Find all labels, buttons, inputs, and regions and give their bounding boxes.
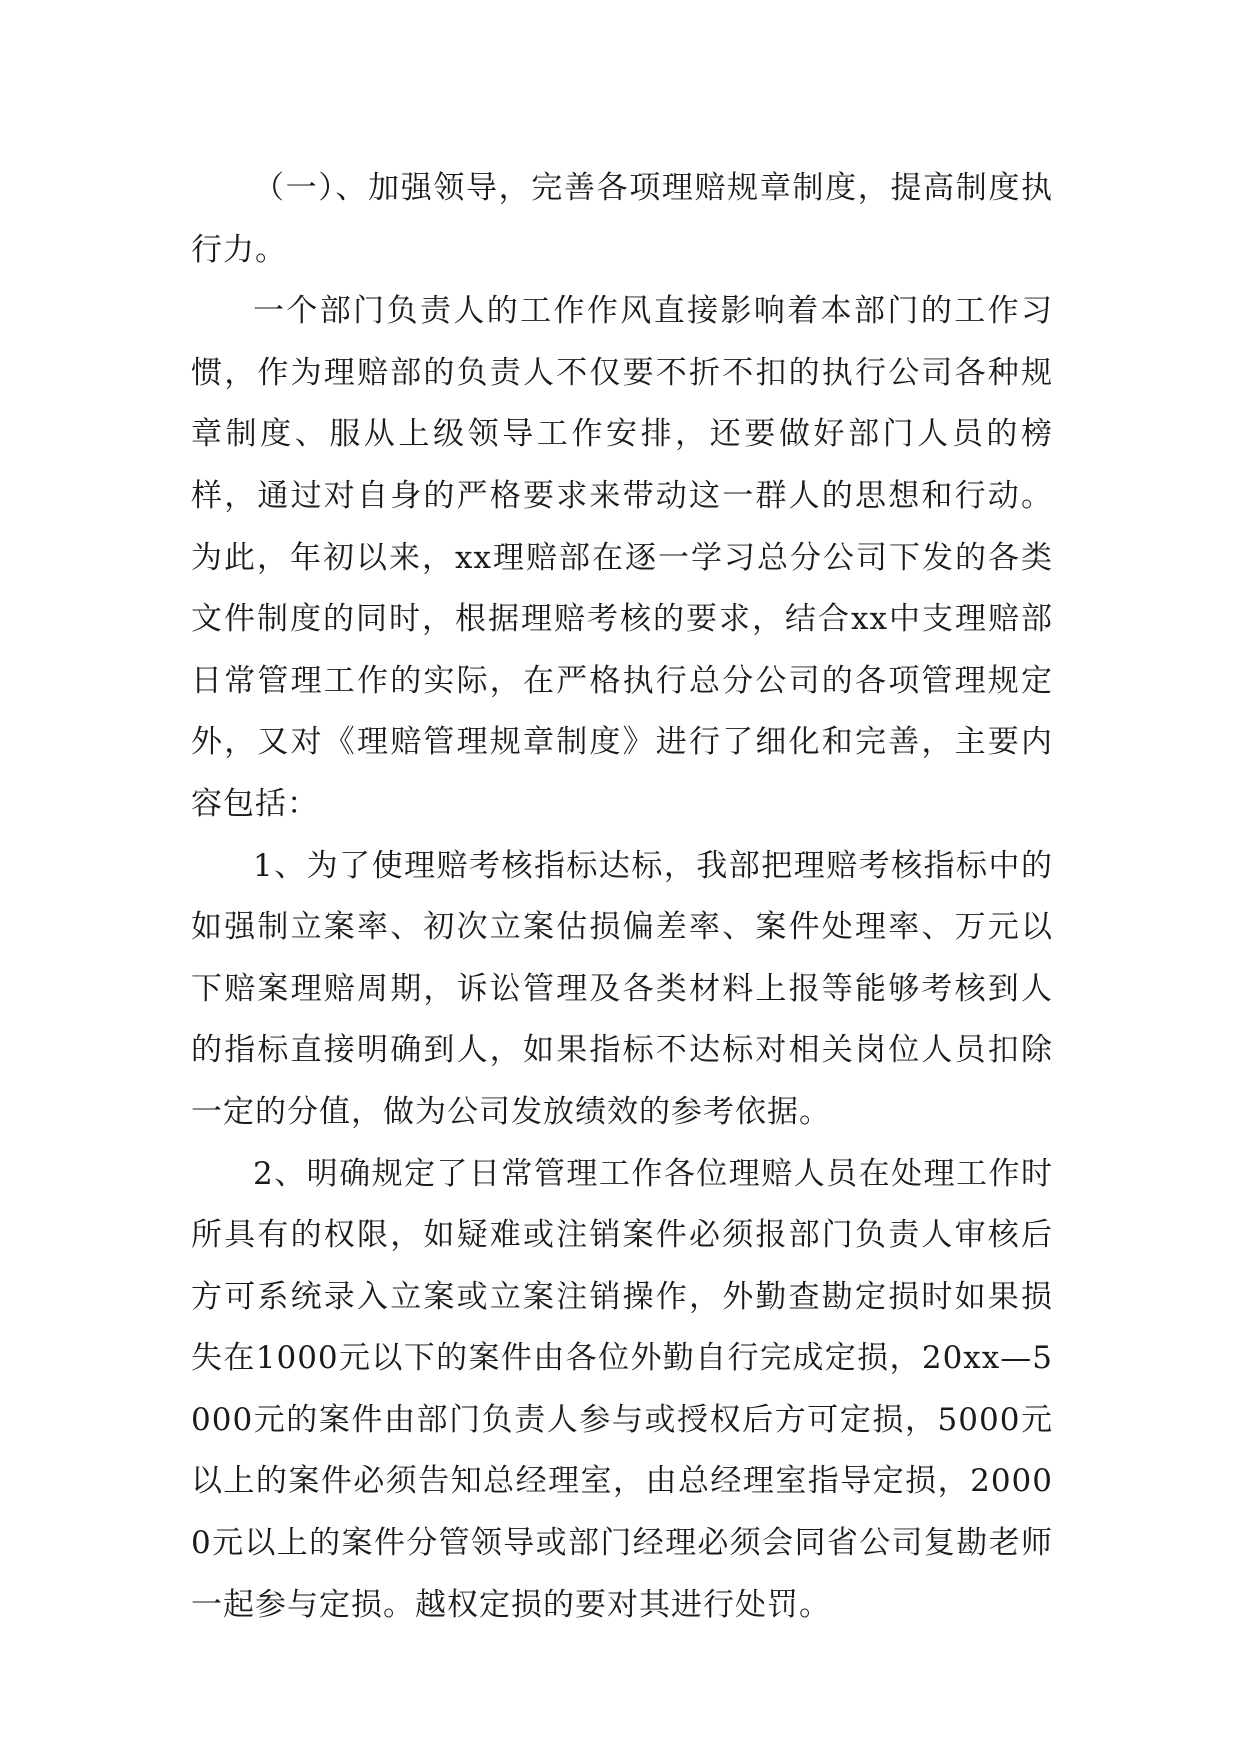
document-body [191,158,1053,1636]
paragraph-item-1: 1、为了使理赔考核指标达标，我部把理赔考核指标中的如强制立案率、初次立案估损偏差率、案件处理率、万元以下赔案理赔周期，诉讼管理及各类材料上报等能够考核到人的指标直接明确到人，如果指标不达标对相关岗位人员扣除一定的分值，做为公司发放绩效的参考依据。 [191,847,1053,1130]
paragraph-section-heading: （一）、加强领导，完善各项理赔规章制度，提高制度执行力。 [191,170,1053,268]
paragraph-intro: 一个部门负责人的工作作风直接影响着本部门的工作习惯，作为理赔部的负责人不仅要不折不扣的执行公司各种规章制度、服从上级领导工作安排，还要做好部门人员的榜样，通过对自身的严格要求来带动这一群人的思想和行动。为此，年初以来，xx理赔部在逐一学习总分公司下发的各类文件制度的同时，根据理赔考核的要求，结合xx中支理赔部日常管理工作的实际，在严格执行总分公司的各项管理规定外，又对《理赔管理规章制度》进行了细化和完善，主要内容包括： [191,293,1053,822]
paragraph-item-2: 2、明确规定了日常管理工作各位理赔人员在处理工作时所具有的权限，如疑难或注销案件必须报部门负责人审核后方可系统录入立案或立案注销操作，外勤查勘定损时如果损失在1000元以下的案件由各位外勤自行完成定损，20xx—5000元的案件由部门负责人参与或授权后方可定损，5000元以上的案件必须告知总经理室，由总经理室指导定损，20000元以上的案件分管领导或部门经理必须会同省公司复勘老师一起参与定损。越权定损的要对其进行处罚。 [191,1155,1053,1623]
